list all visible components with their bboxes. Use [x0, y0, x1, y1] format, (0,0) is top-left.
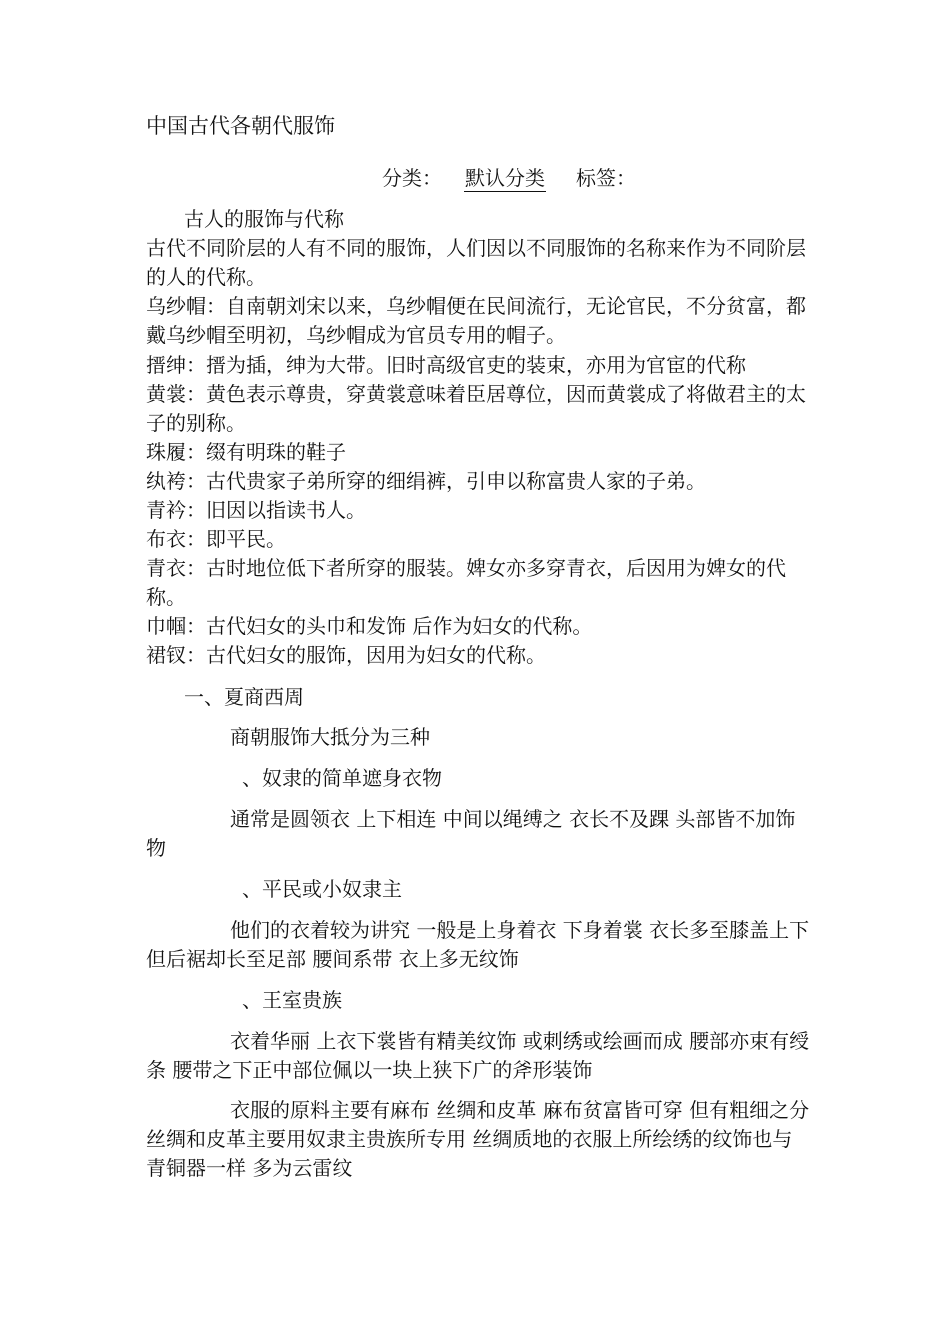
subheading: 商朝服饰大抵分为三种	[230, 725, 430, 749]
page-title: 中国古代各朝代服饰	[146, 114, 335, 138]
section-heading: 一、夏商西周	[184, 685, 304, 709]
paragraph: 布衣：即平民。	[146, 527, 286, 551]
paragraph: 青衣：古时地位低下者所穿的服装。婢女亦多穿青衣，后因用为婢女的代称。	[146, 556, 786, 609]
paragraph: 裙钗：古代妇女的服饰，因用为妇女的代称。	[146, 643, 546, 667]
paragraph: 衣着华丽 上衣下裳皆有精美纹饰 或刺绣或绘画而成 腰部亦束有绶条 腰带之下正中部位佩以一块上狭下广的斧形装饰	[146, 1029, 810, 1082]
paragraph: 衣服的原料主要有麻布 丝绸和皮革 麻布贫富皆可穿 但有粗细之分 丝绸和皮革主要用奴隶主贵族所专用 丝绸质地的衣服上所绘绣的纹饰也与青铜器一样 多为云雷纹	[146, 1098, 810, 1180]
paragraph: 通常是圆领衣 上下相连 中间以绳缚之 衣长不及踝 头部皆不加饰物	[146, 807, 796, 860]
section-heading: 古人的服饰与代称	[184, 207, 344, 231]
paragraph: 纨袴：古代贵家子弟所穿的细绢裤，引申以称富贵人家的子弟。	[146, 469, 706, 493]
tags-label: 标签：	[576, 166, 636, 190]
subheading: 、平民或小奴隶主	[242, 877, 402, 901]
post-meta	[382, 164, 636, 192]
paragraph: 巾帼：古代妇女的头巾和发饰 后作为妇女的代称。	[146, 614, 593, 638]
paragraph: 黄裳：黄色表示尊贵，穿黄裳意味着臣居尊位，因而黄裳成了将做君主的太子的别称。	[146, 382, 806, 435]
paragraph: 他们的衣着较为讲究 一般是上身着衣 下身着裳 衣长多至膝盖上下 但后裾却长至足部 腰间系带 衣上多无纹饰	[146, 918, 810, 971]
category-link[interactable]: 默认分类	[465, 166, 545, 190]
subheading: 、王室贵族	[242, 988, 342, 1012]
paragraph: 青衿：旧因以指读书人。	[146, 498, 366, 522]
category-label: 分类：	[382, 166, 442, 190]
paragraph: 珠履：缀有明珠的鞋子	[146, 440, 346, 464]
paragraph: 乌纱帽：自南朝刘宋以来，乌纱帽便在民间流行，无论官民，不分贫富，都戴乌纱帽至明初，乌纱帽成为官员专用的帽子。	[146, 294, 806, 347]
subheading: 、奴隶的简单遮身衣物	[242, 766, 442, 790]
paragraph: 古代不同阶层的人有不同的服饰，人们因以不同服饰的名称来作为不同阶层的人的代称。	[146, 236, 806, 289]
paragraph: 搢绅：搢为插，绅为大带。旧时高级官吏的装束，亦用为官宦的代称	[146, 353, 746, 377]
